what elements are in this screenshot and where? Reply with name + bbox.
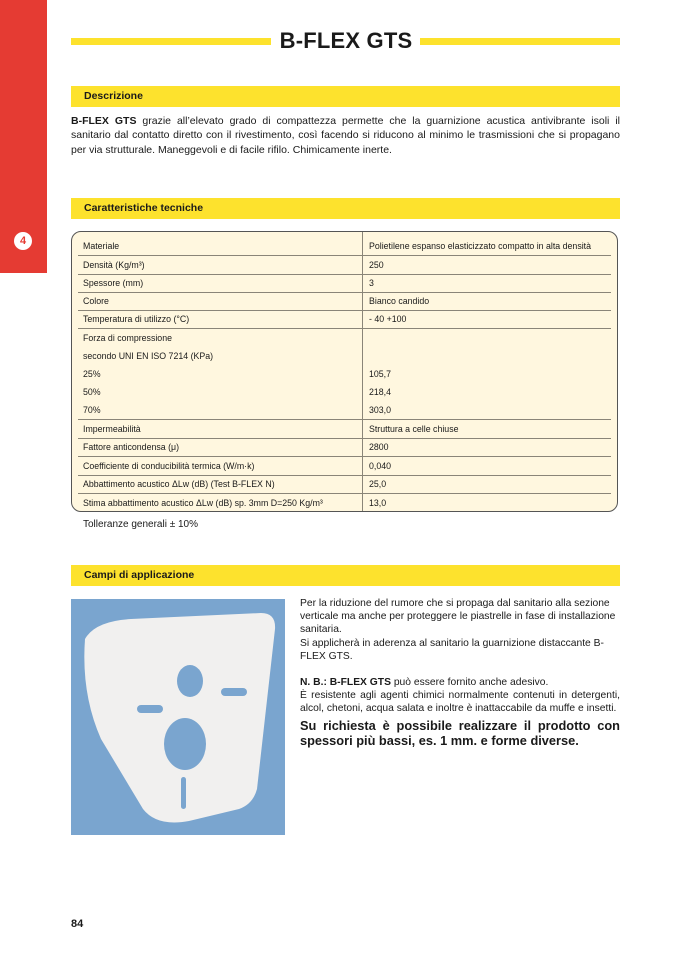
applications-text xyxy=(300,597,620,748)
spec-label: 50% xyxy=(83,387,101,397)
row-divider xyxy=(78,255,611,256)
tolerance-note: Tolleranze generali ± 10% xyxy=(83,519,198,530)
spec-value: 25,0 xyxy=(369,479,387,489)
spec-value: 2800 xyxy=(369,442,389,452)
nb-text: può essere fornito anche adesivo. xyxy=(390,677,549,689)
nb-paragraph xyxy=(300,676,620,689)
spec-value: 250 xyxy=(369,260,384,270)
page-number: 84 xyxy=(71,918,84,930)
spec-label: Colore xyxy=(83,296,109,306)
row-divider xyxy=(78,274,611,275)
row-divider xyxy=(78,310,611,311)
spec-label: Abbattimento acustico ΔLw (dB) (Test B-FLEX N) xyxy=(83,479,275,489)
spec-value: Bianco candido xyxy=(369,296,430,306)
spec-label: 70% xyxy=(83,405,101,415)
section-heading: Campi di applicazione xyxy=(84,569,195,581)
section-heading: Descrizione xyxy=(84,90,143,102)
spec-value: 218,4 xyxy=(369,387,392,397)
spec-value: 13,0 xyxy=(369,498,387,508)
spec-label: Temperatura di utilizzo (°C) xyxy=(83,314,190,324)
spec-value: - 40 +100 xyxy=(369,314,407,324)
spec-value: 3 xyxy=(369,278,374,288)
row-divider xyxy=(78,292,611,293)
row-divider xyxy=(78,475,611,476)
spec-value: 0,040 xyxy=(369,461,392,471)
spec-label: secondo UNI EN ISO 7214 (KPa) xyxy=(83,351,214,361)
row-divider xyxy=(78,419,611,420)
spec-label: Coefficiente di conducibilità termica (W/m·k) xyxy=(83,461,255,471)
row-divider xyxy=(78,493,611,494)
technical-specs-table xyxy=(71,231,618,512)
spec-value: 303,0 xyxy=(369,405,392,415)
product-name: B-FLEX GTS xyxy=(71,115,137,127)
spec-label: 25% xyxy=(83,369,101,379)
acoustic-gasket-image xyxy=(71,599,285,835)
spec-label: Spessore (mm) xyxy=(83,278,144,288)
product-photo xyxy=(71,599,285,835)
title-rule-left xyxy=(71,38,271,45)
spec-label: Stima abbattimento acustico ΔLw (dB) sp. 3mm D=250 Kg/m³ xyxy=(83,498,323,508)
applications-paragraph-1: Per la riduzione del rumore che si propaga dal sanitario alla sezione verticale ma anche per proteggere le piastrelle in fase di installazione sanitaria. xyxy=(300,598,616,636)
spec-label: Forza di compressione xyxy=(83,333,172,343)
page-title: B-FLEX GTS xyxy=(279,28,413,53)
row-divider xyxy=(78,456,611,457)
spec-label: Fattore anticondensa (μ) xyxy=(83,442,180,452)
spec-value: Polietilene espanso elasticizzato compatto in alta densità xyxy=(369,241,592,251)
section-header-applications xyxy=(71,565,620,586)
spec-value: 105,7 xyxy=(369,369,392,379)
applications-paragraph-3: È resistente agli agenti chimici normalmente contenuti in detergenti, alcol, chetoni, acqua salata e inoltre è inattaccabile da muffe e insetti. xyxy=(300,690,620,715)
description-text: grazie all’elevato grado di compattezza permette che la guarnizione acustica antivibrante isoli il sanitario dal contatto diretto con il rivestimento, così facendo si riducono al minimo le trasmissioni che si propagano per via strutturale. Maneggevoli e di facile rifilo. Chimicamente inerte. xyxy=(71,115,620,156)
applications-paragraph-2: Si applicherà in aderenza al sanitario la guarnizione distaccante B-FLEX GTS. xyxy=(300,637,604,662)
section-heading: Caratteristiche tecniche xyxy=(84,202,204,214)
spec-value: Struttura a celle chiuse xyxy=(369,424,459,434)
description-paragraph xyxy=(71,114,620,157)
row-divider xyxy=(78,438,611,439)
spec-label: Impermeabilità xyxy=(83,424,141,434)
custom-order-highlight: Su richiesta è possibile realizzare il prodotto con spessori più bassi, es. 1 mm. e forme diverse. xyxy=(300,717,620,748)
nb-label: N. B.: B-FLEX GTS xyxy=(300,677,391,689)
title-rule-right xyxy=(420,38,620,45)
spec-label: Materiale xyxy=(83,241,120,251)
page-title-row xyxy=(71,28,620,54)
row-divider xyxy=(78,328,611,329)
chapter-number-badge: 4 xyxy=(14,232,32,250)
section-header-technical xyxy=(71,198,620,219)
section-header-description xyxy=(71,86,620,107)
spec-label: Densità (Kg/m³) xyxy=(83,260,145,270)
